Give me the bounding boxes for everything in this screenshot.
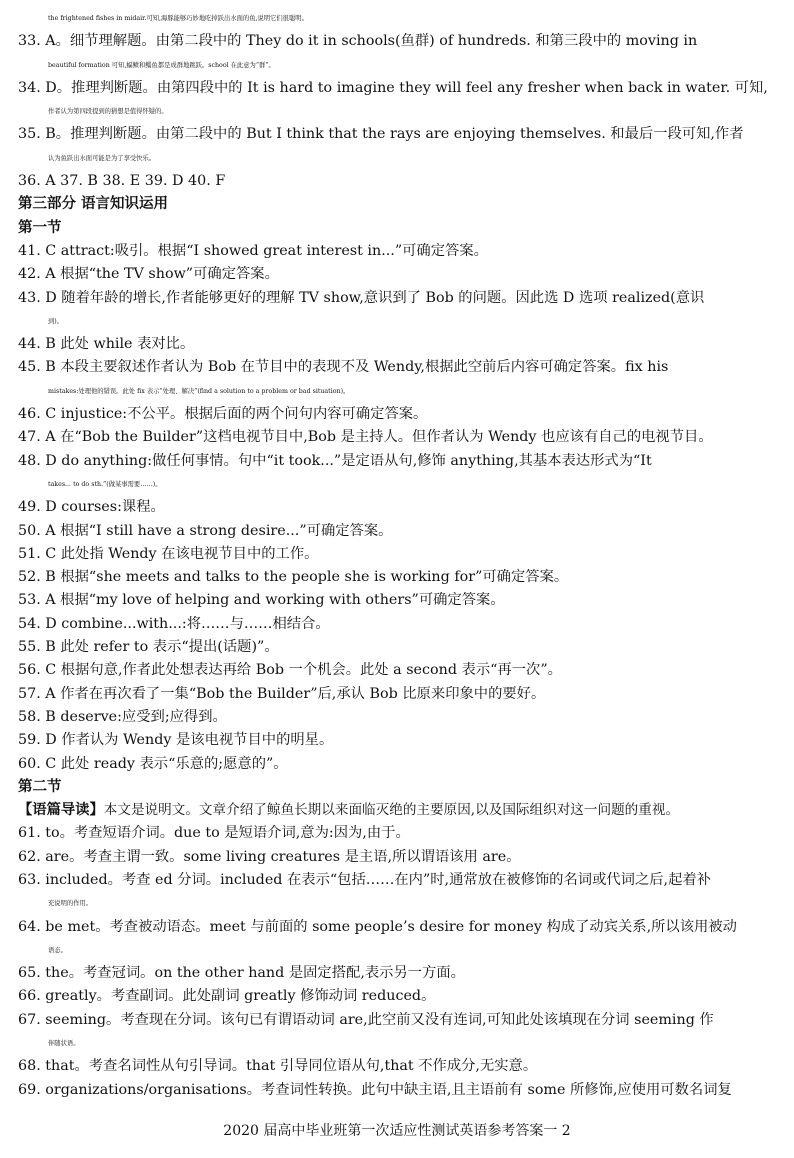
- answer-item: 36. A 37. B 38. E 39. D 40. F: [18, 173, 226, 190]
- answer-item: 58. B deserve:应受到;应得到。: [18, 708, 227, 725]
- page-footer: 2020 届高中毕业班第一次适应性测试英语参考答案一 2: [223, 1123, 571, 1139]
- answer-continuation-line: 充说明的作用。: [48, 900, 93, 908]
- answer-continuation-line: the frightened fishes in midair.可知,海豚能够巧妙地吃掉跃出水面的鱼,说明它们很聪明。: [48, 15, 308, 22]
- answer-continuation-line: 伴随状语。: [48, 1040, 80, 1048]
- answer-item: 55. B 此处 refer to 表示“提出(话题)”。: [18, 639, 279, 656]
- answer-item: 45. B 本段主要叙述作者认为 Bob 在节目中的表现不及 Wendy,根据此空前后内容可确定答案。fix his: [18, 359, 669, 376]
- answer-item: 42. A 根据“the TV show”可确定答案。: [18, 266, 279, 283]
- answer-item: 49. D courses:课程。: [18, 499, 165, 516]
- passage-guide-tag: 【语篇导读】: [18, 802, 104, 819]
- passage-guide: [18, 799, 778, 822]
- answer-item: 59. D 作者认为 Wendy 是该电视节目中的明星。: [18, 732, 334, 749]
- answer-item: 47. A 在“Bob the Builder”这档电视节目中,Bob 是主持人。但作者认为 Wendy 也应该有自己的电视节目。: [18, 429, 713, 446]
- answer-item: 48. D do anything:做任何事情。句中“it took...”是定语从句,修饰 anything,其基本表达形式为“It: [18, 452, 652, 469]
- answer-item: 67. seeming。考查现在分词。该句已有谓语动词 are,此空前又没有连词,可知此处该填现在分词 seeming 作: [18, 1011, 714, 1028]
- answer-item: 50. A 根据“I still have a strong desire...”可确定答案。: [18, 522, 393, 539]
- answer-item: 60. C 此处 ready 表示“乐意的;愿意的”。: [18, 755, 288, 772]
- answer-item: 63. included。考查 ed 分词。included 在表示“包括……在内”时,通常放在被修饰的名词或代词之后,起着补: [18, 871, 711, 888]
- answer-continuation-line: 认为鱼跃出水面可能是为了享受快乐。: [48, 154, 156, 162]
- answer-continuation-line: mistakes:处理他的错误。此处 fix 表示“处理、解决”(find a solution to a problem or bad situation)。: [48, 387, 350, 395]
- answer-item: 56. C 根据句意,作者此处想表达再给 Bob 一个机会。此处 a second 表示“再一次”。: [18, 662, 562, 679]
- answer-item: 61. to。考查短语介词。due to 是短语介词,意为:因为,由于。: [18, 825, 410, 842]
- passage-guide-text: 本文是说明文。文章介绍了鲸鱼长期以来面临灭绝的主要原因,以及国际组织对这一问题的重视。: [103, 802, 680, 819]
- answer-item: 57. A 作者在再次看了一集“Bob the Builder”后,承认 Bob 比原来印象中的要好。: [18, 685, 546, 702]
- answer-item: 53. A 根据“my love of helping and working with others”可确定答案。: [18, 592, 505, 609]
- answer-item: 35. B。推理判断题。由第二段中的 But I think that the rays are enjoying themselves. 和最后一段可知,作者: [18, 126, 744, 143]
- answer-item: 65. the。考查冠词。on the other hand 是固定搭配,表示另一方面。: [18, 965, 465, 982]
- answer-continuation-line: beautiful formation 可知,蝠鲼和鲻鱼都是成群地跳跃。school 在此意为“群”。: [48, 61, 275, 69]
- section-heading: 第二节: [18, 778, 62, 795]
- answer-content: [18, 7, 778, 1102]
- answer-item: 51. C 此处指 Wendy 在该电视节目中的工作。: [18, 545, 319, 562]
- answer-item: 43. D 随着年龄的增长,作者能够更好的理解 TV show,意识到了 Bob 的问题。因此选 D 选项 realized(意识: [18, 289, 705, 306]
- answer-item: 62. are。考查主谓一致。some living creatures 是主语,所以谓语该用 are。: [18, 848, 521, 865]
- answer-item: 52. B 根据“she meets and talks to the people she is working for”可确定答案。: [18, 569, 569, 586]
- answer-item: 41. C attract:吸引。根据“I showed great interest in...”可确定答案。: [18, 242, 488, 259]
- answer-continuation-line: 作者认为第四段提到的猜想是值得怀疑的。: [48, 108, 168, 116]
- answer-item: 34. D。推理判断题。由第四段中的 It is hard to imagine they will feel any fresher when back in water. 可知,: [18, 79, 768, 96]
- answer-item: 46. C injustice:不公平。根据后面的两个问句内容可确定答案。: [18, 406, 428, 423]
- answer-continuation-line: 语态。: [48, 946, 67, 954]
- section-heading: 第一节: [18, 219, 62, 236]
- answer-item: 54. D combine...with...:将……与……相结合。: [18, 615, 330, 632]
- answer-continuation-line: 到)。: [48, 317, 64, 325]
- answer-item: 64. be met。考查被动语态。meet 与前面的 some people’s desire for money 构成了动宾关系,所以该用被动: [18, 918, 737, 935]
- answer-item: 69. organizations/organisations。考查词性转换。此句中缺主语,且主语前有 some 所修饰,应使用可数名词复: [18, 1081, 732, 1098]
- answer-item: 68. that。考查名词性从句引导词。that 引导同位语从句,that 不作成分,无实意。: [18, 1058, 538, 1075]
- answer-item: 44. B 此处 while 表对比。: [18, 336, 195, 353]
- answer-item: 66. greatly。考查副词。此处副词 greatly 修饰动词 reduced。: [18, 988, 436, 1005]
- section-heading: 第三部分 语言知识运用: [18, 196, 169, 213]
- answer-item: 33. A。细节理解题。由第二段中的 They do it in schools(鱼群) of hundreds. 和第三段中的 moving in: [18, 33, 698, 50]
- answer-continuation-line: takes... to do sth.”(做某事需要……)。: [48, 480, 162, 488]
